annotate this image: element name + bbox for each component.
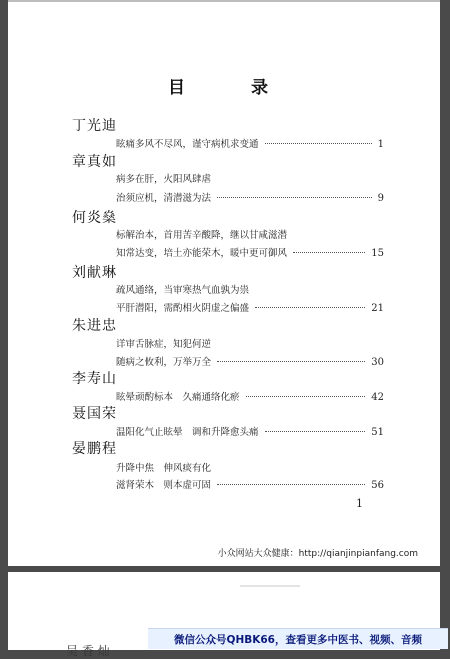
toc-author: 何炎燊 <box>72 210 117 226</box>
toc-entry-title: 知常达变，培土亦能荣木，暖中更可御风 <box>116 248 288 259</box>
toc-leader-dots <box>217 197 372 198</box>
toc-entry-title: 详审舌脉症，知犯何逆 <box>116 339 212 350</box>
toc-author: 晏鹏程 <box>72 441 117 457</box>
toc-leader-dots <box>265 431 366 432</box>
toc-entry-title: 滋肾荣木 则本虚可固 <box>116 480 212 491</box>
toc-author: 章真如 <box>72 154 117 170</box>
page-edge <box>8 0 440 2</box>
toc-entry[interactable] <box>116 282 384 296</box>
toc-entry-page: 30 <box>371 357 384 368</box>
toc-entry-title: 温阳化气止眩晕 调和升降愈头痛 <box>116 427 259 438</box>
toc-entry-title: 标解治本，首用苦辛酸降，继以甘咸滋潜 <box>116 230 288 241</box>
toc-entry[interactable] <box>116 190 384 204</box>
toc-entry-page: 21 <box>371 303 384 314</box>
toc-entry[interactable] <box>116 460 384 474</box>
next-page-partial-text: 吴 香 灿 <box>66 644 110 658</box>
toc-leader-dots <box>265 143 372 144</box>
toc-entry-title: 升降中焦 伸风痰有化 <box>116 463 212 474</box>
toc-entry-page: 42 <box>371 392 384 403</box>
toc-entry-title: 平肝潜阳，需酌相火阴虚之偏盛 <box>116 303 250 314</box>
toc-author: 聂国荣 <box>72 406 117 422</box>
toc-leader-dots <box>246 396 366 397</box>
toc-entry[interactable] <box>116 245 384 259</box>
toc-entry-title: 病多在肝，火阳风肆虐 <box>116 174 212 185</box>
page-number: 1 <box>356 497 363 510</box>
toc-leader-dots <box>217 361 365 362</box>
toc-leader-dots <box>217 484 365 485</box>
toc-entry[interactable] <box>116 300 384 314</box>
toc-entry-page: 56 <box>371 480 384 491</box>
toc-entry-page: 9 <box>377 193 384 204</box>
faint-text-line <box>240 585 300 587</box>
promo-banner: 微信公众号QHBK66，查看更多中医书、视频、音频 <box>148 628 448 649</box>
footer-watermark: 小众网站大众健康：http://qianjinpianfang.com <box>217 549 418 559</box>
toc-entry[interactable] <box>116 227 384 241</box>
toc-entry-title: 眩痛多风不尽风，谨守病机求变通 <box>116 139 259 150</box>
toc-entry[interactable] <box>116 477 384 491</box>
toc-entry-title: 眩晕顽酌标本 久痛通络化瘀 <box>116 392 240 403</box>
toc-entry[interactable] <box>116 424 384 438</box>
toc-entry[interactable] <box>116 389 384 403</box>
toc-entry[interactable] <box>116 336 384 350</box>
toc-entry-title: 治须应机，清潜滋为法 <box>116 193 212 204</box>
toc-author: 刘献琳 <box>72 265 117 281</box>
document-page <box>8 0 440 566</box>
toc-author: 李寿山 <box>72 371 117 387</box>
toc-entry[interactable] <box>116 354 384 368</box>
page-title: 目 录 <box>168 78 298 98</box>
toc-entry-page: 1 <box>377 139 384 150</box>
toc-entry[interactable] <box>116 136 384 150</box>
toc-leader-dots <box>255 307 365 308</box>
toc-leader-dots <box>293 252 365 253</box>
toc-entry-title: 疏风通络，当审寒热气血孰为祟 <box>116 285 250 296</box>
toc-entry[interactable] <box>116 171 384 185</box>
toc-entry-page: 51 <box>371 427 384 438</box>
toc-entry-title: 随病之攸利，万举万全 <box>116 357 212 368</box>
toc-entry-page: 15 <box>371 248 384 259</box>
toc-author: 朱进忠 <box>72 318 117 334</box>
toc-author: 丁光迪 <box>72 118 117 134</box>
